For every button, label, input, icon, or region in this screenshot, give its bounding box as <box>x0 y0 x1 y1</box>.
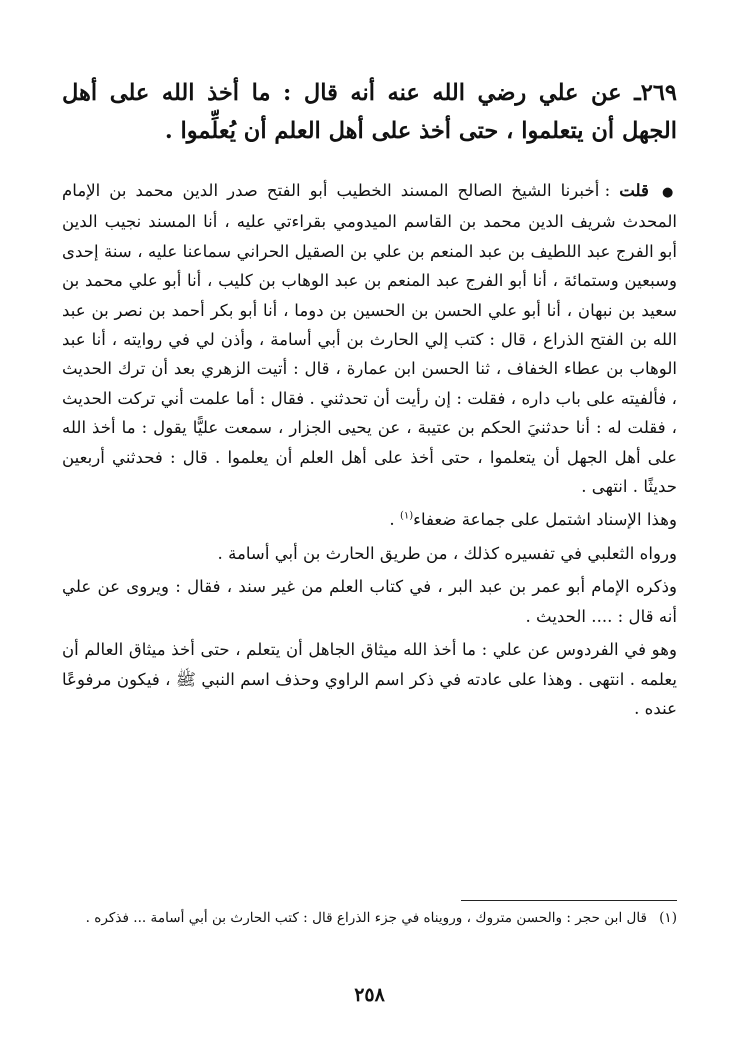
commentary-paragraph <box>62 176 677 501</box>
isnad-weakness-paragraph <box>62 505 677 534</box>
ibn-abd-al-barr-paragraph <box>62 572 677 631</box>
hadith-heading <box>62 74 677 150</box>
commentary-text: : أخبرنا الشيخ الصالح المسند الخطيب أبو الفتح صدر الدين محمد بن الإمام المحدث شريف الدين محمد بن القاسم الميدومي بقراءتي عليه ، أنا المسند نجيب الدين أبو الفرج عبد اللطيف بن عبد المنعم بن علي بن الصقيل الحراني سماعنا عليه ، سنة إحدى وسبعين وستمائة ، أنا أبو الفرج عبد المنعم بن عبد الوهاب بن كليب ، أنا أبو علي محمد بن سعيد بن نبهان ، أنا أبو علي الحسن بن الحسين بن دوما ، أنا أبو بكر أحمد بن نصر بن عبد الله بن الفتح الذراع ، قال : كتب إلي الحارث بن أبي أسامة ، وأذن لي في روايته ، أنا عبد الوهاب بن عطاء الخفاف ، ثنا الحسن ابن عمارة ، قال : أتيت الزهري بعد أن ترك الحديث ، فألفيته على باب داره ، فقلت : إن رأيت أن تحدثني . فقال : أما علمت أني تركت الحديث ، فقلت له : أنا حدثنيَ الحكم بن عتيبة ، عن يحيى الجزار ، سمعت عليًّا يقول : ما أخذ الله على أهل الجهل أن يتعلموا ، حتى أخذ على أهل العلم أن يعلموا . قال : فحدثني أربعين حديثًا . انتهى . <box>62 181 678 497</box>
footnote-reference: (١) <box>399 510 414 522</box>
hadith-number: ٢٦٩ـ <box>634 80 677 106</box>
qult-label: قلت <box>619 180 649 200</box>
firdaws-paragraph <box>62 635 677 723</box>
page-content <box>62 74 677 1039</box>
footnote-divider <box>461 900 677 901</box>
footnote <box>62 906 677 931</box>
footnote-number: (١) <box>659 910 677 926</box>
isnad-weakness-tail: . <box>389 510 400 530</box>
ibn-abd-al-barr-text: وذكره الإمام أبو عمر بن عبد البر ، في كتاب العلم من غير سند ، فقال : ويروى عن علي أنه قال : .... الحديث . <box>62 577 677 626</box>
thalabi-paragraph <box>62 539 677 568</box>
firdaws-text: وهو في الفردوس عن علي : ما أخذ الله ميثاق الجاهل أن يتعلم ، حتى أخذ ميثاق العالم أن يعلمه . انتهى . وهذا على عادته في ذكر اسم الراوي وحذف اسم النبي ﷺ ، فيكون مرفوعًا عنده . <box>62 640 677 718</box>
bullet-icon: ● <box>661 185 678 200</box>
hadith-text: عن علي رضي الله عنه أنه قال : ما أخذ الله على أهل الجهل أن يتعلموا ، حتى أخذ على أهل العلم أن يُعلِّموا . <box>62 80 677 144</box>
page-number: ٢٥٨ <box>354 984 385 1006</box>
isnad-weakness-text: وهذا الإسناد اشتمل على جماعة ضعفاء <box>413 510 677 530</box>
footnote-text: قال ابن حجر : والحسن متروك ، ورويناه في جزء الذراع قال : كتب الحارث بن أبي أسامة ... فذكره . <box>85 910 648 926</box>
thalabi-text: ورواه الثعلبي في تفسيره كذلك ، من طريق الحارث بن أبي أسامة . <box>217 543 677 563</box>
